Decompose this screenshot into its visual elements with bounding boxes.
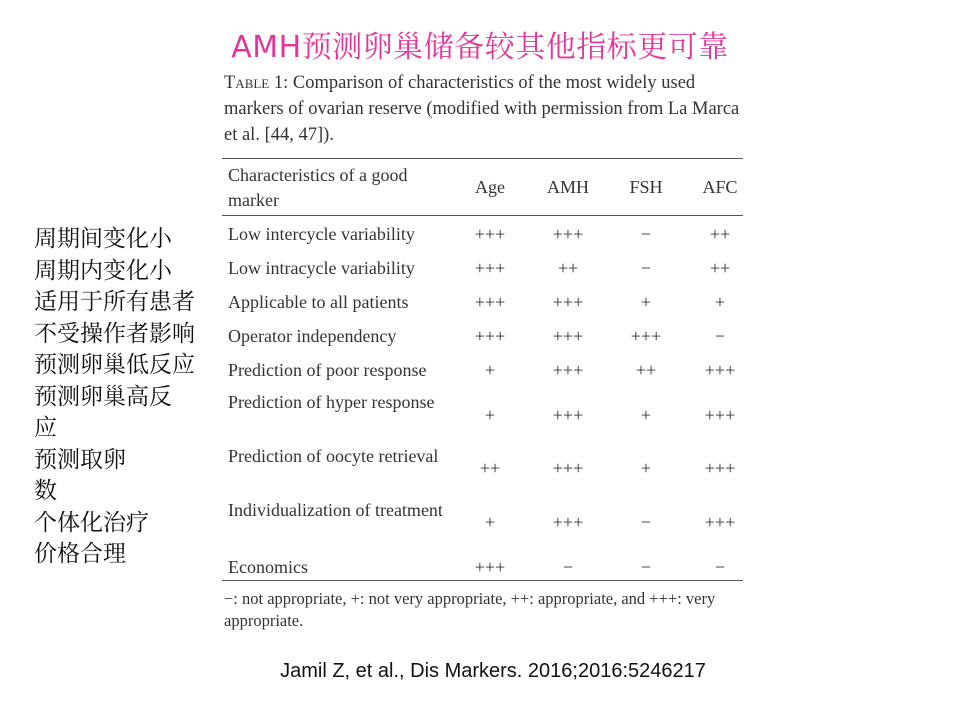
table-row-label: Prediction of oocyte retrieval [228, 446, 439, 466]
table-cell-fsh: + [640, 405, 652, 425]
table-cell-afc: +++ [704, 512, 736, 532]
table-cell-fsh: − [640, 512, 652, 532]
table-cell-fsh: − [640, 224, 652, 244]
table-cell-afc: − [714, 326, 726, 346]
table-cell-amh: − [562, 557, 574, 577]
table-row-label: Low intracycle variability [228, 258, 415, 278]
table-cell-fsh: ++ [635, 360, 657, 380]
table-header-age: Age [475, 177, 505, 197]
table-cell-amh: +++ [552, 512, 584, 532]
table-cell-age: +++ [474, 326, 506, 346]
table-caption [224, 70, 748, 148]
table-row-label: Operator independency [228, 326, 397, 346]
table-header-afc: AFC [702, 177, 738, 197]
table-cell-amh: +++ [552, 360, 584, 380]
table-row-label: Individualization of treatment [228, 500, 443, 520]
table-cell-age: + [484, 405, 496, 425]
table-cell-fsh: − [640, 258, 652, 278]
table-cell-amh: +++ [552, 224, 584, 244]
table-header-fsh: FSH [629, 177, 663, 197]
table-footnote: −: not appropriate, +: not very appropriate, ++: appropriate, and +++: very appropriate. [224, 589, 716, 630]
table-cell-fsh: + [640, 458, 652, 478]
table-cell-fsh: +++ [630, 326, 662, 346]
table-cell-afc: ++ [709, 224, 731, 244]
table-cell-afc: − [714, 557, 726, 577]
chinese-label-list: 周期间变化小 周期内变化小 适用于所有患者 不受操作者影响 预测卵巢低反应 预测卵巢高反 应 预测取卵 数 个体化治疗 价格合理 [34, 226, 195, 567]
table-cell-amh: +++ [552, 326, 584, 346]
table-header-characteristics: Characteristics of a good marker [228, 165, 408, 210]
table-cell-age: + [484, 512, 496, 532]
citation: Jamil Z, et al., Dis Markers. 2016;2016:5246217 [280, 660, 706, 682]
table-cell-amh: +++ [552, 292, 584, 312]
table-cell-afc: +++ [704, 360, 736, 380]
table-cell-afc: + [714, 292, 726, 312]
table-cell-amh: ++ [557, 258, 579, 278]
table-caption-label: Table 1 [224, 73, 284, 93]
table-cell-age: ++ [479, 458, 501, 478]
table-cell-afc: +++ [704, 405, 736, 425]
table-header-amh: AMH [546, 177, 589, 197]
table-cell-fsh: − [640, 557, 652, 577]
table-row-label: Low intercycle variability [228, 224, 415, 244]
table-cell-age: +++ [474, 557, 506, 577]
table-top-rule [222, 158, 743, 159]
table-row-label: Applicable to all patients [228, 292, 409, 312]
table-row-label: Prediction of hyper response [228, 392, 435, 412]
table-bottom-rule [222, 580, 743, 581]
table-cell-age: +++ [474, 258, 506, 278]
slide-title: AMH预测卵巢储备较其他指标更可靠 [231, 30, 729, 65]
table-caption-text: : Comparison of characteristics of the most widely used markers of ovarian reserve (modified with permission from La Marca et al. [44, 47]). [224, 73, 740, 145]
table-cell-age: +++ [474, 292, 506, 312]
table-row-label: Prediction of poor response [228, 360, 427, 380]
table-header-rule [222, 215, 743, 216]
table-cell-afc: +++ [704, 458, 736, 478]
table-cell-amh: +++ [552, 405, 584, 425]
table-cell-age: +++ [474, 224, 506, 244]
table-cell-amh: +++ [552, 458, 584, 478]
table-cell-age: + [484, 360, 496, 380]
table-cell-fsh: + [640, 292, 652, 312]
table-cell-afc: ++ [709, 258, 731, 278]
table-row-label: Economics [228, 557, 308, 577]
